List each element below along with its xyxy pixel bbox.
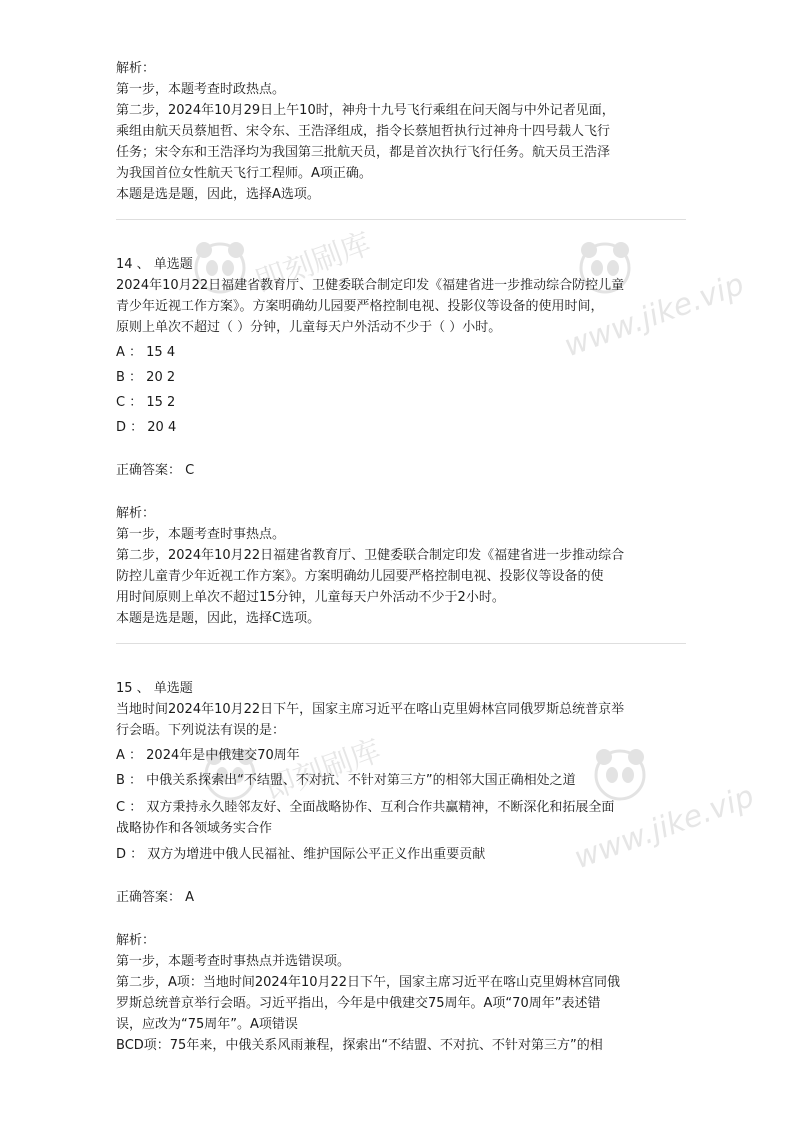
question-14 [116, 254, 686, 629]
option-b: B ： 20 2 [116, 370, 176, 385]
analysis-line: 第二步，A项：当地时间2024年10月22日下午，国家主席习近平在喀山克里姆林宫同俄 [116, 975, 621, 990]
question-stem-line: 原则上单次不超过（ ）分钟，儿童每天户外活动不少于（ ）小时。 [116, 320, 502, 335]
watermark-brand: 即刻刷库 [250, 226, 376, 301]
question-header: 14 、 单选题 [116, 257, 193, 272]
question-stem-line: 当地时间2024年10月22日下午，国家主席习近平在喀山克里姆林宫同俄罗斯总统普京举 [116, 702, 625, 717]
analysis-line: 罗斯总统普京举行会晤。习近平指出，今年是中俄建交75周年。A项“70周年”表述错 [116, 996, 601, 1011]
analysis-line: 第二步，2024年10月29日上午10时，神舟十九号飞行乘组在问天阁与中外记者见面， [116, 103, 615, 118]
option-d: D ： 双方为增进中俄人民福祉、维护国际公平正义作出重要贡献 [116, 847, 486, 862]
option-b: B ： 中俄关系探索出“不结盟、不对抗、不针对第三方”的相邻大国正确相处之道 [116, 773, 576, 788]
document-page [116, 58, 686, 1056]
watermark-url: www.jike.vip [559, 266, 749, 365]
analysis-line: 第一步，本题考查时事热点。 [116, 527, 286, 542]
analysis-line: 第一步，本题考查时政热点。 [116, 82, 286, 97]
question-15 [116, 678, 686, 1056]
analysis-line: 误，应改为“75周年”。A项错误 [116, 1017, 298, 1032]
option-a: A ： 15 4 [116, 345, 176, 360]
correct-answer: 正确答案： C [116, 463, 195, 478]
question-stem-line: 青少年近视工作方案》。方案明确幼儿园要严格控制电视、投影仪等设备的使用时间， [116, 299, 604, 314]
correct-answer: 正确答案： A [116, 890, 195, 905]
analysis-line: 为我国首位女性航天飞行工程师。A项正确。 [116, 166, 372, 181]
analysis-line: 本题是选是题，因此，选择C选项。 [116, 611, 321, 626]
analysis-line: 防控儿童青少年近视工作方案》。方案明确幼儿园要严格控制电视、投影仪等设备的使 [116, 569, 604, 584]
question-stem-line: 2024年10月22日福建省教育厅、卫健委联合制定印发《福建省进一步推动综合防控儿童 [116, 278, 625, 293]
analysis-line: 第二步，2024年10月22日福建省教育厅、卫健委联合制定印发《福建省进一步推动综合 [116, 548, 625, 563]
option-d: D ： 20 4 [116, 420, 177, 435]
option-a: A ： 2024年是中俄建交70周年 [116, 748, 300, 763]
analysis-line: 本题是选是题，因此，选择A选项。 [116, 187, 320, 202]
analysis-label: 解析： [116, 506, 156, 521]
analysis-line: 乘组由航天员蔡旭哲、宋令东、王浩泽组成，指令长蔡旭哲执行过神舟十四号载人飞行 [116, 124, 611, 139]
q13-analysis [116, 58, 686, 205]
analysis-line: 第一步，本题考查时事热点并选错误项。 [116, 954, 351, 969]
question-header: 15 、 单选题 [116, 681, 193, 696]
option-c [116, 797, 686, 839]
question-stem-line: 行会晤。下列说法有误的是： [116, 723, 286, 738]
option-c-line: 战略协作和各领域务实合作 [116, 821, 273, 836]
analysis-line: 任务；宋令东和王浩泽均为我国第三批航天员，都是首次执行飞行任务。航天员王浩泽 [116, 145, 611, 160]
watermark-url: www.jike.vip [569, 778, 759, 877]
option-c-line: C ： 双方秉持永久睦邻友好、全面战略协作、互利合作共赢精神，不断深化和拓展全面 [116, 800, 615, 815]
analysis-line: 用时间原则上单次不超过15分钟，儿童每天户外活动不少于2小时。 [116, 590, 505, 605]
option-c: C ： 15 2 [116, 395, 176, 410]
watermark-brand: 即刻刷库 [260, 733, 386, 808]
analysis-label: 解析： [116, 933, 156, 948]
analysis-line: BCD项：75年来，中俄关系风雨兼程，探索出“不结盟、不对抗、不针对第三方”的相 [116, 1038, 603, 1053]
analysis-label: 解析： [116, 61, 156, 76]
